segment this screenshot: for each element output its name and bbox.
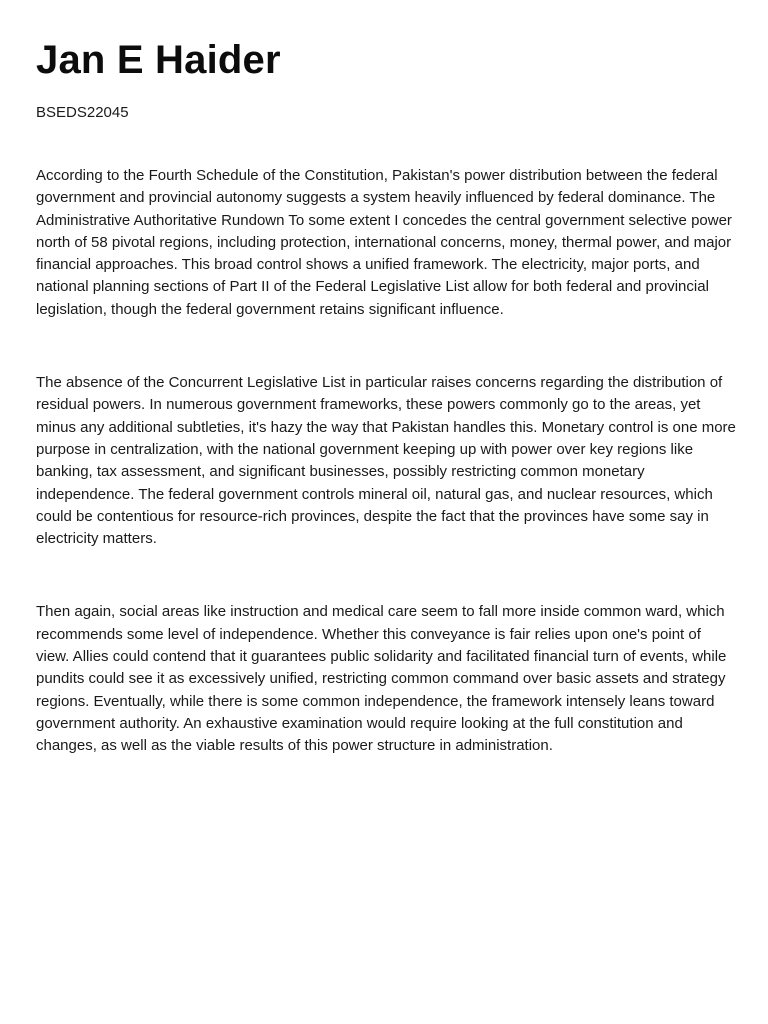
paragraph-1: According to the Fourth Schedule of the Constitution, Pakistan's power distribution between the federal government and provincial autonomy suggests a system heavily influenced by federal dominance. The Administrative Authoritative Rundown To some extent I concedes the central government selective power north of 58 pivotal regions, including protection, international concerns, money, thermal power, and major financial approaches. This broad control shows a unified framework. The electricity, major ports, and national planning sections of Part II of the Federal Legislative List allow for both federal and provincial legislation, though the federal government retains significant influence. bbox=[36, 167, 732, 318]
document-body bbox=[36, 165, 736, 758]
document-title: Jan E Haider bbox=[36, 38, 281, 82]
student-id: BSEDS22045 bbox=[36, 104, 129, 121]
paragraph-2: The absence of the Concurrent Legislative List in particular raises concerns regarding the distribution of residual powers. In numerous government frameworks, these powers commonly go to the areas, yet minus any additional subtleties, it's hazy the way that Pakistan handles this. Monetary control is one more purpose in centralization, with the national government keeping up with power over key regions like banking, tax assessment, and significant businesses, possibly restricting common monetary independence. The federal government controls mineral oil, natural gas, and nuclear resources, which could be contentious for resource-rich provinces, despite the fact that the provinces have some say in electricity matters. bbox=[36, 374, 736, 548]
document-page bbox=[36, 34, 736, 809]
paragraph-3: Then again, social areas like instruction and medical care seem to fall more inside common ward, which recommends some level of independence. Whether this conveyance is fair relies upon one's point of view. Allies could contend that it guarantees public solidarity and facilitated financial turn of events, while pundits could see it as excessively unified, restricting common command over basic assets and strategy regions. Eventually, while there is some common independence, the framework intensely leans toward government authority. An exhaustive examination would require looking at the full constitution and changes, as well as the viable results of this power structure in administration. bbox=[36, 603, 727, 755]
